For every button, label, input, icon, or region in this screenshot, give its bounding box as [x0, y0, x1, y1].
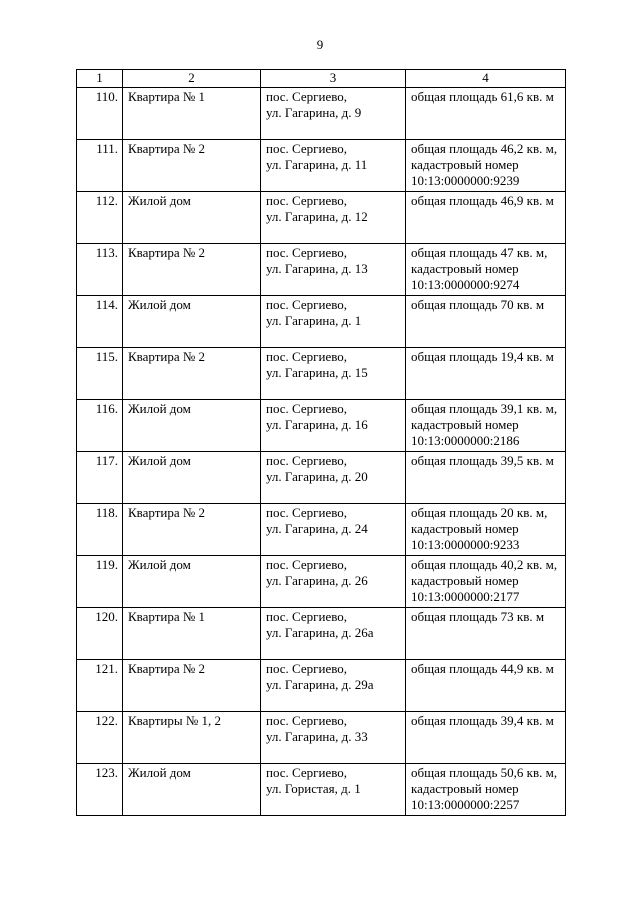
details-cell [406, 712, 566, 764]
address-cell [261, 348, 406, 400]
address-line: ул. Гагарина, д. 33 [266, 729, 368, 744]
table-row [77, 296, 566, 348]
address-line: ул. Гагарина, д. 1 [266, 313, 362, 328]
address-line: ул. Гагарина, д. 11 [266, 157, 368, 172]
object-name: Жилой дом [123, 556, 261, 608]
table-row [77, 556, 566, 608]
object-name: Квартира № 2 [123, 244, 261, 296]
details-cell [406, 400, 566, 452]
details-line: общая площадь 44,9 кв. м [411, 661, 554, 676]
details-line: 10:13:0000000:2186 [411, 433, 520, 448]
details-line: общая площадь 39,4 кв. м [411, 713, 554, 728]
details-cell [406, 764, 566, 816]
details-cell [406, 192, 566, 244]
address-line: пос. Сергиево, [266, 297, 348, 312]
row-number: 123. [77, 764, 123, 816]
table-row [77, 712, 566, 764]
details-line: кадастровый номер [411, 157, 519, 172]
address-line: пос. Сергиево, [266, 609, 348, 624]
address-line: ул. Гористая, д. 1 [266, 781, 361, 796]
table-row [77, 764, 566, 816]
address-line: пос. Сергиево, [266, 453, 348, 468]
address-line: пос. Сергиево, [266, 245, 348, 260]
details-line: кадастровый номер [411, 417, 519, 432]
table-row [77, 504, 566, 556]
object-name: Жилой дом [123, 192, 261, 244]
address-line: пос. Сергиево, [266, 713, 348, 728]
address-cell [261, 556, 406, 608]
details-line: общая площадь 73 кв. м [411, 609, 545, 624]
row-number: 118. [77, 504, 123, 556]
table-row [77, 244, 566, 296]
table-row [77, 140, 566, 192]
details-line: общая площадь 46,9 кв. м [411, 193, 554, 208]
row-number: 112. [77, 192, 123, 244]
address-line: пос. Сергиево, [266, 89, 348, 104]
row-number: 113. [77, 244, 123, 296]
header-col-2: 2 [123, 70, 261, 88]
object-name: Жилой дом [123, 296, 261, 348]
header-col-3: 3 [261, 70, 406, 88]
table-body [77, 88, 566, 816]
details-line: общая площадь 40,2 кв. м, [411, 557, 558, 572]
object-name: Квартира № 1 [123, 608, 261, 660]
object-name: Жилой дом [123, 400, 261, 452]
address-line: пос. Сергиево, [266, 557, 348, 572]
details-line: общая площадь 61,6 кв. м [411, 89, 554, 104]
row-number: 119. [77, 556, 123, 608]
address-line: ул. Гагарина, д. 24 [266, 521, 368, 536]
table-row [77, 452, 566, 504]
address-line: ул. Гагарина, д. 16 [266, 417, 368, 432]
details-line: общая площадь 19,4 кв. м [411, 349, 554, 364]
header-col-1: 1 [77, 70, 123, 88]
row-number: 110. [77, 88, 123, 140]
object-name: Жилой дом [123, 764, 261, 816]
object-name: Квартира № 2 [123, 348, 261, 400]
object-name: Квартира № 2 [123, 140, 261, 192]
details-line: общая площадь 46,2 кв. м, [411, 141, 558, 156]
property-table [76, 69, 566, 816]
address-line: пос. Сергиево, [266, 505, 348, 520]
address-cell [261, 140, 406, 192]
address-cell [261, 88, 406, 140]
details-line: общая площадь 20 кв. м, [411, 505, 548, 520]
address-line: ул. Гагарина, д. 13 [266, 261, 368, 276]
object-name: Квартира № 2 [123, 504, 261, 556]
details-cell [406, 452, 566, 504]
address-cell [261, 192, 406, 244]
details-line: общая площадь 39,5 кв. м [411, 453, 554, 468]
details-line: кадастровый номер [411, 521, 519, 536]
address-line: пос. Сергиево, [266, 661, 348, 676]
table-row [77, 608, 566, 660]
details-cell [406, 504, 566, 556]
address-line: ул. Гагарина, д. 26 [266, 573, 368, 588]
address-cell [261, 244, 406, 296]
object-name: Квартира № 2 [123, 660, 261, 712]
page-number: 9 [316, 37, 324, 52]
address-cell [261, 764, 406, 816]
row-number: 117. [77, 452, 123, 504]
address-cell [261, 608, 406, 660]
row-number: 120. [77, 608, 123, 660]
table-row [77, 400, 566, 452]
address-line: пос. Сергиево, [266, 765, 348, 780]
address-line: ул. Гагарина, д. 26а [266, 625, 374, 640]
details-cell [406, 348, 566, 400]
row-number: 111. [77, 140, 123, 192]
details-line: общая площадь 39,1 кв. м, [411, 401, 558, 416]
details-cell [406, 556, 566, 608]
table-row [77, 88, 566, 140]
address-cell [261, 400, 406, 452]
header-row [77, 70, 566, 88]
row-number: 116. [77, 400, 123, 452]
details-cell [406, 88, 566, 140]
details-line: 10:13:0000000:9239 [411, 173, 520, 188]
header-col-4: 4 [406, 70, 566, 88]
table-row [77, 348, 566, 400]
address-line: пос. Сергиево, [266, 193, 348, 208]
row-number: 115. [77, 348, 123, 400]
row-number: 121. [77, 660, 123, 712]
details-cell [406, 244, 566, 296]
details-line: 10:13:0000000:9274 [411, 277, 520, 292]
table-row [77, 660, 566, 712]
address-line: пос. Сергиево, [266, 349, 348, 364]
details-line: общая площадь 70 кв. м [411, 297, 545, 312]
details-line: кадастровый номер [411, 573, 519, 588]
address-line: ул. Гагарина, д. 9 [266, 105, 362, 120]
address-line: ул. Гагарина, д. 29а [266, 677, 374, 692]
details-cell [406, 608, 566, 660]
address-line: ул. Гагарина, д. 12 [266, 209, 368, 224]
details-line: кадастровый номер [411, 261, 519, 276]
row-number: 122. [77, 712, 123, 764]
details-line: кадастровый номер [411, 781, 519, 796]
object-name: Квартира № 1 [123, 88, 261, 140]
details-cell [406, 296, 566, 348]
address-line: пос. Сергиево, [266, 141, 348, 156]
object-name: Квартиры № 1, 2 [123, 712, 261, 764]
table-header [77, 70, 566, 88]
details-line: общая площадь 47 кв. м, [411, 245, 548, 260]
address-line: ул. Гагарина, д. 20 [266, 469, 368, 484]
address-cell [261, 660, 406, 712]
details-line: общая площадь 50,6 кв. м, [411, 765, 558, 780]
address-cell [261, 712, 406, 764]
details-cell [406, 660, 566, 712]
row-number: 114. [77, 296, 123, 348]
details-line: 10:13:0000000:2257 [411, 797, 520, 812]
object-name: Жилой дом [123, 452, 261, 504]
table-row [77, 192, 566, 244]
address-line: ул. Гагарина, д. 15 [266, 365, 368, 380]
address-cell [261, 452, 406, 504]
details-line: 10:13:0000000:2177 [411, 589, 520, 604]
address-cell [261, 504, 406, 556]
details-line: 10:13:0000000:9233 [411, 537, 520, 552]
address-cell [261, 296, 406, 348]
address-line: пос. Сергиево, [266, 401, 348, 416]
details-cell [406, 140, 566, 192]
